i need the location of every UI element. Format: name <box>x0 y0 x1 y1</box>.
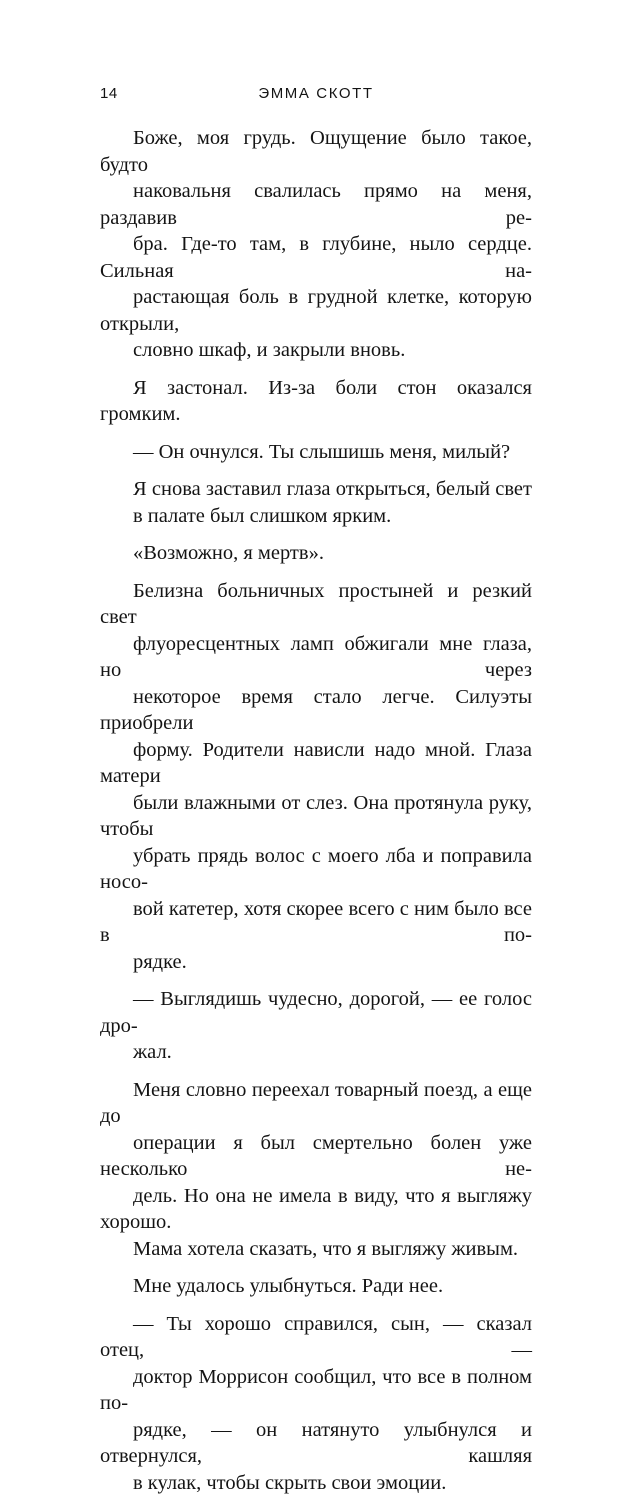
running-title: ЭММА СКОТТ <box>258 85 374 102</box>
text-line: Мама хотела сказать, что я выгляжу живым. <box>133 1237 519 1260</box>
paragraph <box>100 1077 532 1263</box>
text-line: в палате был слишком ярким. <box>133 504 392 527</box>
text-line: Белизна больничных простыней и резкий свет <box>100 579 532 628</box>
paragraph <box>100 439 532 466</box>
text-line: жал. <box>133 1041 172 1063</box>
paragraph <box>100 125 532 364</box>
page-header <box>100 85 532 109</box>
text-line: бра. Где-то там, в глубине, ныло сердце. Сильная на- <box>100 233 532 282</box>
page-number: 14 <box>100 85 118 102</box>
text-line: доктор Моррисон сообщил, что все в полном по- <box>100 1365 532 1414</box>
paragraph <box>100 1311 532 1497</box>
text-line: растающая боль в грудной клетке, которую открыли, <box>100 286 532 335</box>
text-line: — Выглядишь чудесно, дорогой, — ее голос дро- <box>100 988 532 1037</box>
text-line: наковальня свалилась прямо на меня, раздавив ре- <box>100 180 532 229</box>
text-line: — Ты хорошо справился, сын, — сказал отец, — <box>100 1312 532 1361</box>
text-line: Меня словно переехал товарный поезд, а еще до <box>100 1078 532 1127</box>
text-line: в кулак, чтобы скрыть свои эмоции. <box>133 1471 447 1494</box>
body-text <box>100 125 532 1507</box>
paragraph <box>100 540 532 567</box>
text-line: рядке, — он натянуто улыбнулся и отвернулся, кашляя <box>100 1418 532 1467</box>
text-line: убрать прядь волос с моего лба и поправила носо- <box>100 844 532 893</box>
text-line: «Возможно, я мертв». <box>133 542 324 564</box>
text-line: Я застонал. Из-за боли стон оказался громким. <box>100 376 532 425</box>
paragraph <box>100 1273 532 1300</box>
text-line: некоторое время стало легче. Силуэты приобрели <box>100 685 532 734</box>
paragraph <box>100 476 532 529</box>
text-line: флуоресцентных ламп обжигали мне глаза, но через <box>100 632 532 681</box>
text-line: Мне удалось улыбнуться. Ради нее. <box>133 1275 444 1297</box>
paragraph <box>100 578 532 976</box>
text-line: вой катетер, хотя скорее всего с ним было все в по- <box>100 897 532 946</box>
text-line: дель. Но она не имела в виду, что я выгляжу хорошо. <box>100 1184 532 1233</box>
text-line: были влажными от слез. Она протянула руку, чтобы <box>100 791 532 840</box>
paragraph <box>100 986 532 1066</box>
text-line: рядке. <box>133 950 187 973</box>
text-line: операции я был смертельно болен уже несколько не- <box>100 1131 532 1180</box>
text-line: форму. Родители нависли надо мной. Глаза матери <box>100 738 532 787</box>
text-line: Я снова заставил глаза открыться, белый свет <box>133 478 532 500</box>
text-line: словно шкаф, и закрыли вновь. <box>133 339 406 361</box>
text-line: Боже, моя грудь. Ощущение было такое, будто <box>100 127 532 176</box>
text-line: — Он очнулся. Ты слышишь меня, милый? <box>133 440 511 463</box>
paragraph <box>100 375 532 428</box>
